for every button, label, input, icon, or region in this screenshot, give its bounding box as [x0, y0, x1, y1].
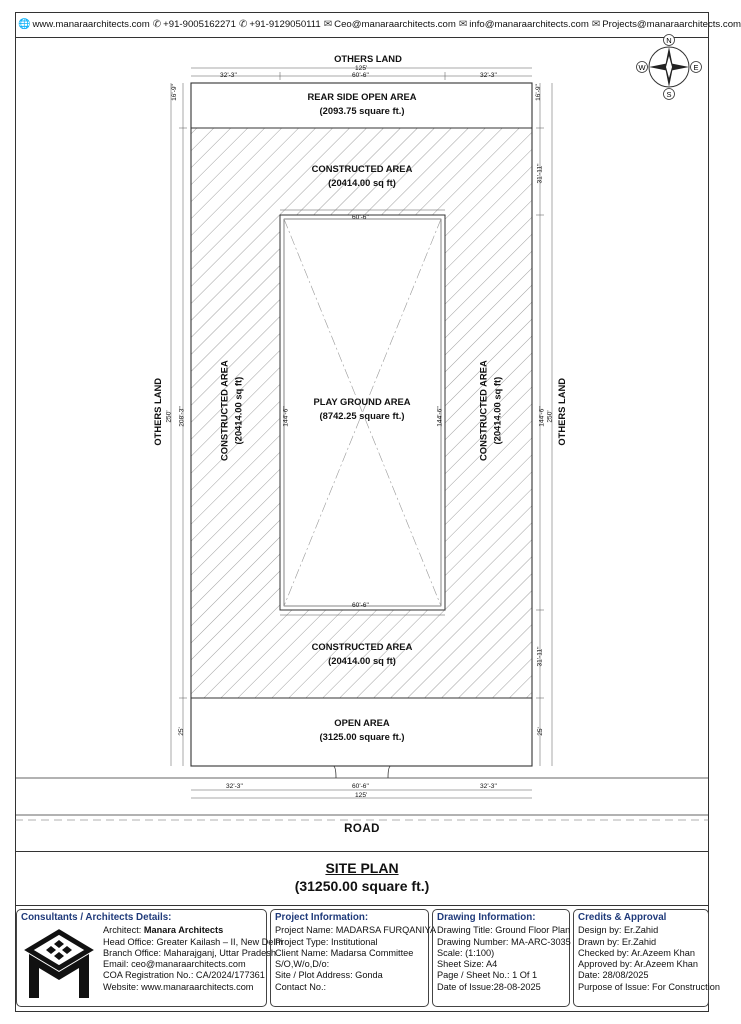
dim-center-width-top: 60'-6"	[352, 72, 369, 79]
dim-open-depth-right: 25'	[536, 727, 544, 736]
site-plan-area: (31250.00 square ft.)	[294, 878, 430, 894]
globe-icon: 🌐	[18, 19, 31, 30]
dim-rear-depth-left: 16'-9"	[170, 84, 178, 101]
consultants-panel: Consultants / Architects Details: Architect: Manara Architects Head Office: Greater Kailash – II, New Delhi Branch Office: Maharajganj, Uttar Pradesh Email: ceo@manaraarchitects.com COA Registration No.: CA/2024/177361 Website: www.manaraarchitects.com	[16, 909, 267, 1007]
dim-side-width-left-top: 32'-3"	[220, 72, 237, 79]
dim-play-depth-right: 144'-6"	[436, 406, 444, 427]
others-land-right: OTHERS LAND	[556, 377, 568, 446]
others-land-top: OTHERS LAND	[334, 53, 402, 64]
dim-total-width-bottom: 125'	[355, 792, 368, 799]
dim-open-depth-left: 25'	[177, 727, 185, 736]
mail-icon: ✉	[323, 19, 333, 30]
dim-center-width-bottom: 60'-6"	[352, 783, 369, 790]
contact-header	[15, 12, 741, 38]
rear-open-area-label: REAR SIDE OPEN AREA (2093.75 square ft.)	[307, 91, 417, 116]
svg-text:N: N	[666, 36, 672, 45]
dim-total-depth-left: 250'	[165, 410, 173, 423]
dim-rear-depth-right: 16'-9"	[534, 84, 542, 101]
email3-item[interactable]: ✉ Projects@manaraarchitects.com	[591, 19, 741, 30]
dim-total-width-top: 125'	[355, 65, 368, 72]
phone1-item[interactable]: ✆ +91-9005162271	[152, 19, 236, 30]
dim-play-width-top: 60'-6"	[352, 214, 369, 221]
phone-icon: ✆	[152, 19, 162, 30]
constructed-area-top-label: CONSTRUCTED AREA (20414.00 sq ft)	[311, 163, 413, 188]
website-item[interactable]: 🌐 www.manaraarchitects.com	[18, 19, 150, 30]
dim-side-width-left-bottom: 32'-3"	[226, 783, 243, 790]
mail-icon: ✉	[458, 19, 468, 30]
svg-text:E: E	[693, 63, 699, 72]
mail-icon: ✉	[591, 19, 601, 30]
dim-play-depth-outer-right: 144'-6"	[538, 406, 546, 427]
drawing-info-panel: Drawing Information: Drawing Title: Ground Floor Plan Drawing Number: MA-ARC-3035 Scale: (1:100) Sheet Size: A4 Page / Sheet No.: 1 Of 1 Date of Issue:28-08-2025	[432, 909, 570, 1007]
dim-total-depth-right: 250'	[546, 410, 554, 423]
open-area-label: OPEN AREA (3125.00 square ft.)	[319, 717, 405, 742]
road-label: ROAD	[344, 823, 380, 835]
phone-icon: ✆	[238, 19, 248, 30]
email2-item[interactable]: ✉ info@manaraarchitects.com	[458, 19, 589, 30]
compass-icon	[636, 34, 702, 100]
others-land-left: OTHERS LAND	[152, 377, 164, 446]
constructed-area-right-label: CONSTRUCTED AREA (20414.00 sq ft)	[477, 360, 502, 461]
manara-logo-icon	[23, 928, 95, 1000]
svg-text:S: S	[666, 90, 672, 99]
svg-text:W: W	[638, 63, 646, 72]
credits-panel: Credits & Approval Design by: Er.Zahid Drawn by: Er.Zahid Checked by: Ar.Azeem Khan Approved by: Ar.Azeem Khan Date: 28/08/2025 Purpose of Issue: For Construction	[573, 909, 709, 1007]
phone2-item[interactable]: ✆ +91-9129050111	[238, 19, 321, 30]
constructed-area-bottom-label: CONSTRUCTED AREA (20414.00 sq ft)	[311, 641, 413, 666]
constructed-area-left-label: CONSTRUCTED AREA (20414.00 sq ft)	[218, 360, 243, 461]
email1-item[interactable]: ✉ Ceo@manaraarchitects.com	[323, 19, 456, 30]
project-info-panel: Project Information: Project Name: MADARSA FURQANIYA Project Type: Institutional Client Name: Madarsa Committee S/O,W/o,D/o: Site / Plot Address: Gonda Contact No.:	[270, 909, 429, 1007]
dim-play-depth-left: 144'-6"	[282, 406, 290, 427]
dim-play-width-bottom: 60'-6"	[352, 602, 369, 609]
title-block	[15, 851, 709, 906]
site-plan-title: SITE PLAN	[325, 860, 399, 876]
dim-constructed-depth-bottom-right: 31'-11"	[536, 646, 544, 667]
dim-inner-depth-left: 208'-3"	[178, 406, 186, 427]
dim-side-width-right-top: 32'-3"	[480, 72, 497, 79]
dim-constructed-depth-top-right: 31'-11"	[536, 163, 544, 184]
dim-side-width-right-bottom: 32'-3"	[480, 783, 497, 790]
play-ground-label: PLAY GROUND AREA (8742.25 square ft.)	[313, 396, 411, 421]
